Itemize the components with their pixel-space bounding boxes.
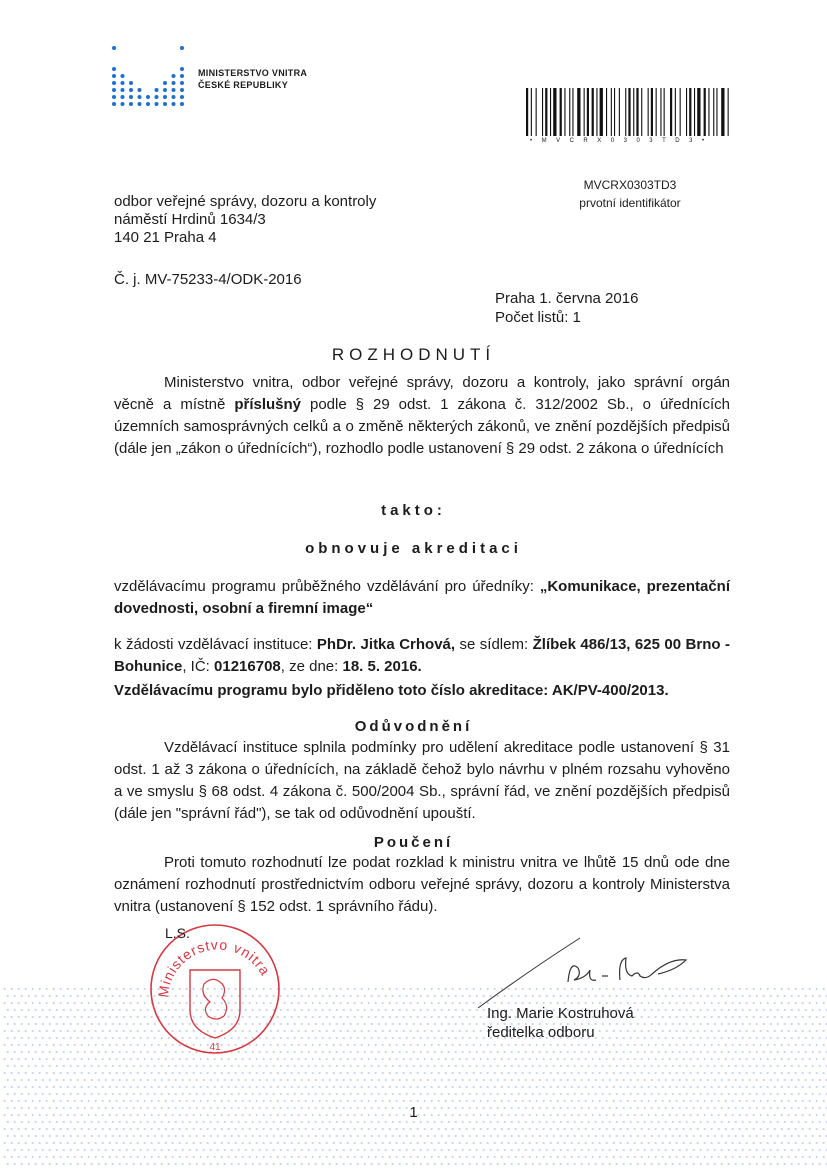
signatory-role: ředitelka odboru — [487, 1024, 595, 1041]
ls-mark: L.S. — [165, 925, 190, 941]
ministry-name-line1: MINISTERSTVO VNITRA — [198, 68, 308, 78]
sender-address — [114, 193, 376, 247]
stamp-text: Ministerstvo vnitra — [154, 936, 274, 999]
pages-count: Počet listů: 1 — [495, 309, 581, 326]
intro-text-2: podle § 29 odst. 1 zákona č. 312/2002 Sb., o úřednících územních samosprávných celků a o změně některých zákonů, ve znění pozdějších předpisů (dále jen „zákon o úřednících“), rozhodlo podle ustanovení § 29 odst. 2 zákona o úřednících — [114, 396, 730, 457]
program-name: „Komunikace, prezentační dovednosti, osobní a firemní image“ — [114, 578, 730, 617]
page-number: 1 — [409, 1104, 418, 1121]
request-date: 18. 5. 2016. — [342, 658, 422, 675]
security-pattern — [0, 985, 827, 1169]
ministry-name — [198, 67, 307, 91]
verdict-heading: obnovuje akreditaci — [305, 540, 522, 557]
stamp-number: 41 — [209, 1042, 221, 1053]
applicant-paragraph — [114, 634, 730, 678]
intro-text-1: Ministerstvo vnitra, odbor veřejné správy, dozoru a kontroly, jako správní orgán věcně a místně — [114, 374, 730, 413]
intro-bold: příslušný — [234, 396, 301, 413]
sender-line2: náměstí Hrdinů 1634/3 — [114, 211, 266, 228]
applicant-ico: 01216708 — [214, 658, 281, 675]
intro-paragraph — [114, 372, 730, 460]
reasoning-text: Vzdělávací instituce splnila podmínky pro udělení akreditace podle ustanovení § 31 odst. 1 až 3 zákona o úřednících, na základě čehož bylo návrhu v plném rozsahu vyhověno a ve smyslu § 68 odst. 4 zákona č. 500/2004 Sb., správní řád, ve znění pozdějších předpisů (dále jen "správní řád"), se tak od odůvodnění upouští. — [114, 739, 730, 822]
pid-label: prvotní identifikátor — [579, 196, 681, 210]
svg-text:Ministerstvo vnitra — [155, 936, 274, 998]
accreditation-number: Vzdělávacímu programu bylo přiděleno toto číslo akreditace: AK/PV-400/2013. — [114, 682, 669, 699]
signatory-name: Ing. Marie Kostruhová — [487, 1005, 634, 1022]
reference-number: Č. j. MV-75233-4/ODK-2016 — [114, 271, 302, 288]
signatory — [487, 1004, 634, 1042]
date-line: Praha 1. června 2016 — [495, 290, 639, 307]
program-prefix: vzdělávacímu programu průběžného vzdělávání pro úředníky: — [114, 578, 540, 595]
takto-heading: takto: — [381, 502, 446, 519]
barcode — [524, 88, 730, 138]
primary-identifier — [540, 176, 720, 212]
ministry-logo-icon — [110, 44, 186, 106]
document-title: ROZHODNUTÍ — [331, 345, 496, 364]
handwritten-signature-icon — [470, 930, 690, 1010]
ministry-name-line2: ČESKÉ REPUBLIKY — [198, 80, 289, 90]
applicant-prefix: k žádosti vzdělávací instituce: — [114, 636, 317, 653]
pid-value: MVCRX0303TD3 — [583, 178, 677, 192]
barcode-text: •MVCRX0303TD3• — [530, 138, 714, 144]
sender-line3: 140 21 Praha 4 — [114, 229, 217, 246]
instruction-heading: Poučení — [373, 834, 454, 851]
reasoning-heading: Odůvodnění — [354, 718, 473, 735]
seat-label: se sídlem: — [455, 636, 533, 653]
instruction-text: Proti tomuto rozhodnutí lze podat rozklad k ministru vnitra ve lhůtě 15 dnů ode dne oznámení rozhodnutí prostřednictvím odboru veřejné správy, dozoru a kontroly Ministerstva vnitra (ustanovení § 152 odst. 1 správního řádu). — [114, 854, 730, 915]
sender-line1: odbor veřejné správy, dozoru a kontroly — [114, 193, 377, 210]
ico-label: , IČ: — [182, 658, 215, 675]
program-paragraph — [114, 576, 730, 620]
date-block — [495, 289, 638, 327]
applicant-name: PhDr. Jitka Crhová, — [316, 636, 456, 653]
request-date-label: , ze dne: — [280, 658, 343, 675]
applicant-address: Žlíbek 486/13, 625 00 Brno - Bohunice — [114, 636, 730, 675]
